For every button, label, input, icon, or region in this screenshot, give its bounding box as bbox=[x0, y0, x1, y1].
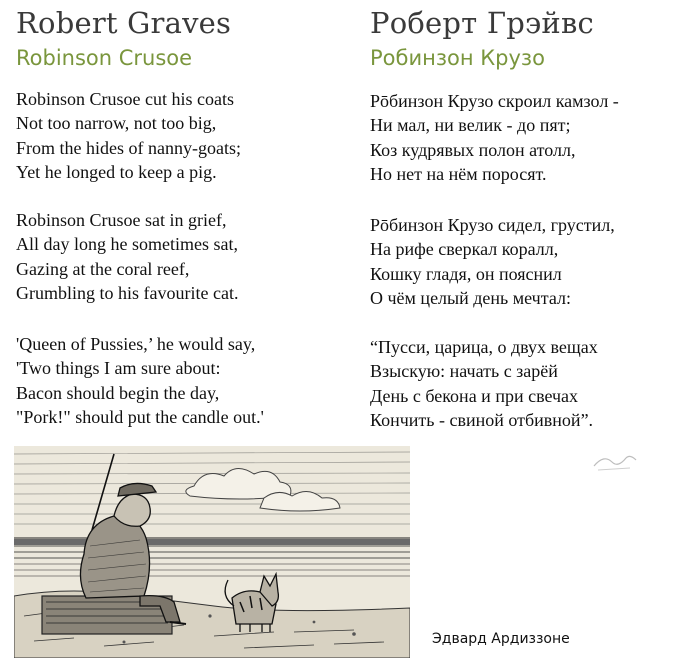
poem-line: Рōбинзон Крузо сидел, грустил, bbox=[370, 215, 615, 235]
poem-line: Grumbling to his favourite cat. bbox=[16, 283, 239, 304]
poem-line: Yet he longed to keep a pig. bbox=[16, 162, 217, 183]
stanza-3-english bbox=[16, 332, 264, 430]
poem-line: Not too narrow, not too big, bbox=[16, 113, 217, 134]
poem-line: На рифе сверкал коралл, bbox=[370, 239, 559, 260]
poem-line: All day long he sometimes sat, bbox=[16, 234, 238, 255]
author-name-russian: Роберт Грэйвс bbox=[370, 6, 594, 40]
illustrator-credit: Эдвард Ардиззоне bbox=[432, 631, 570, 647]
poem-line: 'Queen of Pussies,’ he would say, bbox=[16, 334, 256, 354]
poem-line: Рōбинзон Крузо скроил камзол - bbox=[370, 91, 619, 111]
poem-line: Robinson Crusoe sat in grief, bbox=[16, 210, 227, 230]
stanza-3-russian bbox=[370, 335, 598, 433]
poem-line: Кончить - свиной отбивной”. bbox=[370, 410, 594, 431]
poem-line: Gazing at the coral reef, bbox=[16, 258, 190, 279]
poem-title-russian: Робинзон Крузо bbox=[370, 46, 545, 70]
poem-line: From the hides of nanny-goats; bbox=[16, 137, 241, 158]
poem-line: Коз кудрявых полон атолл, bbox=[370, 139, 576, 160]
poem-line: "Pork!" should put the candle out.' bbox=[16, 407, 264, 428]
stanza-2-english bbox=[16, 208, 238, 306]
poem-line: О чём целый день мечтал: bbox=[370, 288, 571, 309]
signature-mark bbox=[590, 448, 640, 479]
author-name-english: Robert Graves bbox=[16, 6, 232, 40]
stanza-1-russian bbox=[370, 89, 619, 187]
poem-line: Ни мал, ни велик - до пят; bbox=[370, 115, 571, 136]
stanza-1-english bbox=[16, 87, 241, 185]
poem-line: “Пусси, царица, о двух вещах bbox=[370, 337, 598, 357]
crusoe-illustration bbox=[14, 446, 410, 658]
poem-line: День с бекона и при свечах bbox=[370, 385, 579, 406]
poem-line: Robinson Crusoe cut his coats bbox=[16, 89, 234, 109]
stanza-2-russian bbox=[370, 213, 615, 311]
poem-line: Взыскую: начать с зарёй bbox=[370, 361, 558, 382]
poem-line: 'Two things I am sure about: bbox=[16, 358, 221, 379]
poem-line: Кошку гладя, он пояснил bbox=[370, 263, 562, 284]
poem-line: Но нет на нём поросят. bbox=[370, 164, 547, 185]
poem-line: Bacon should begin the day, bbox=[16, 382, 220, 403]
poem-title-english: Robinson Crusoe bbox=[16, 46, 193, 70]
